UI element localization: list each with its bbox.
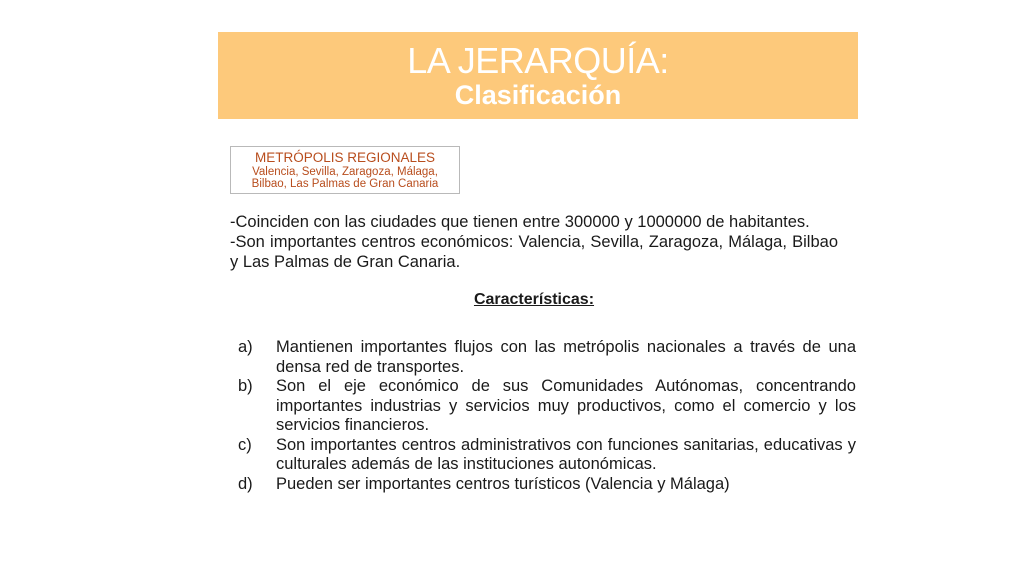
metropolis-box-cities-line1: Valencia, Sevilla, Zaragoza, Málaga, bbox=[252, 166, 438, 178]
list-marker: a) bbox=[238, 338, 253, 356]
slide-subtitle: Clasificación bbox=[454, 80, 622, 110]
list-item-text: Mantienen importantes flujos con las metrópolis nacionales a través de una densa red de transportes. bbox=[276, 338, 856, 376]
list-marker: d) bbox=[238, 474, 253, 493]
list-item bbox=[238, 475, 856, 495]
list-marker: b) bbox=[238, 377, 253, 395]
list-item bbox=[238, 338, 856, 377]
metropolis-box-cities-line2: Bilbao, Las Palmas de Gran Canaria bbox=[251, 178, 439, 190]
slide-title: LA JERARQUÍA: bbox=[407, 40, 669, 81]
metropolis-box-title: METRÓPOLIS REGIONALES bbox=[254, 150, 436, 165]
list-item-text: Son el eje económico de sus Comunidades Autónomas, concentrando importantes industrias y servicios muy productivos, como el comercio y los servicios financieros. bbox=[276, 377, 856, 434]
intro-paragraph-1: -Coinciden con las ciudades que tienen entre 300000 y 1000000 de habitantes. bbox=[230, 213, 810, 231]
intro-text bbox=[230, 212, 838, 272]
characteristics-heading: Características: bbox=[473, 291, 595, 308]
list-item-text: Son importantes centros administrativos con funciones sanitarias, educativas y culturales además de las instituciones autonómicas. bbox=[276, 435, 856, 473]
list-item bbox=[238, 377, 856, 436]
list-item bbox=[238, 436, 856, 475]
title-banner bbox=[218, 32, 858, 119]
characteristics-list bbox=[238, 338, 856, 494]
list-item-text: Pueden ser importantes centros turísticos (Valencia y Málaga) bbox=[276, 474, 730, 493]
metropolis-box bbox=[230, 146, 460, 194]
intro-paragraph-2: -Son importantes centros económicos: Valencia, Sevilla, Zaragoza, Málaga, Bilbao y Las Palmas de Gran Canaria. bbox=[230, 233, 838, 271]
list-marker: c) bbox=[238, 435, 252, 454]
